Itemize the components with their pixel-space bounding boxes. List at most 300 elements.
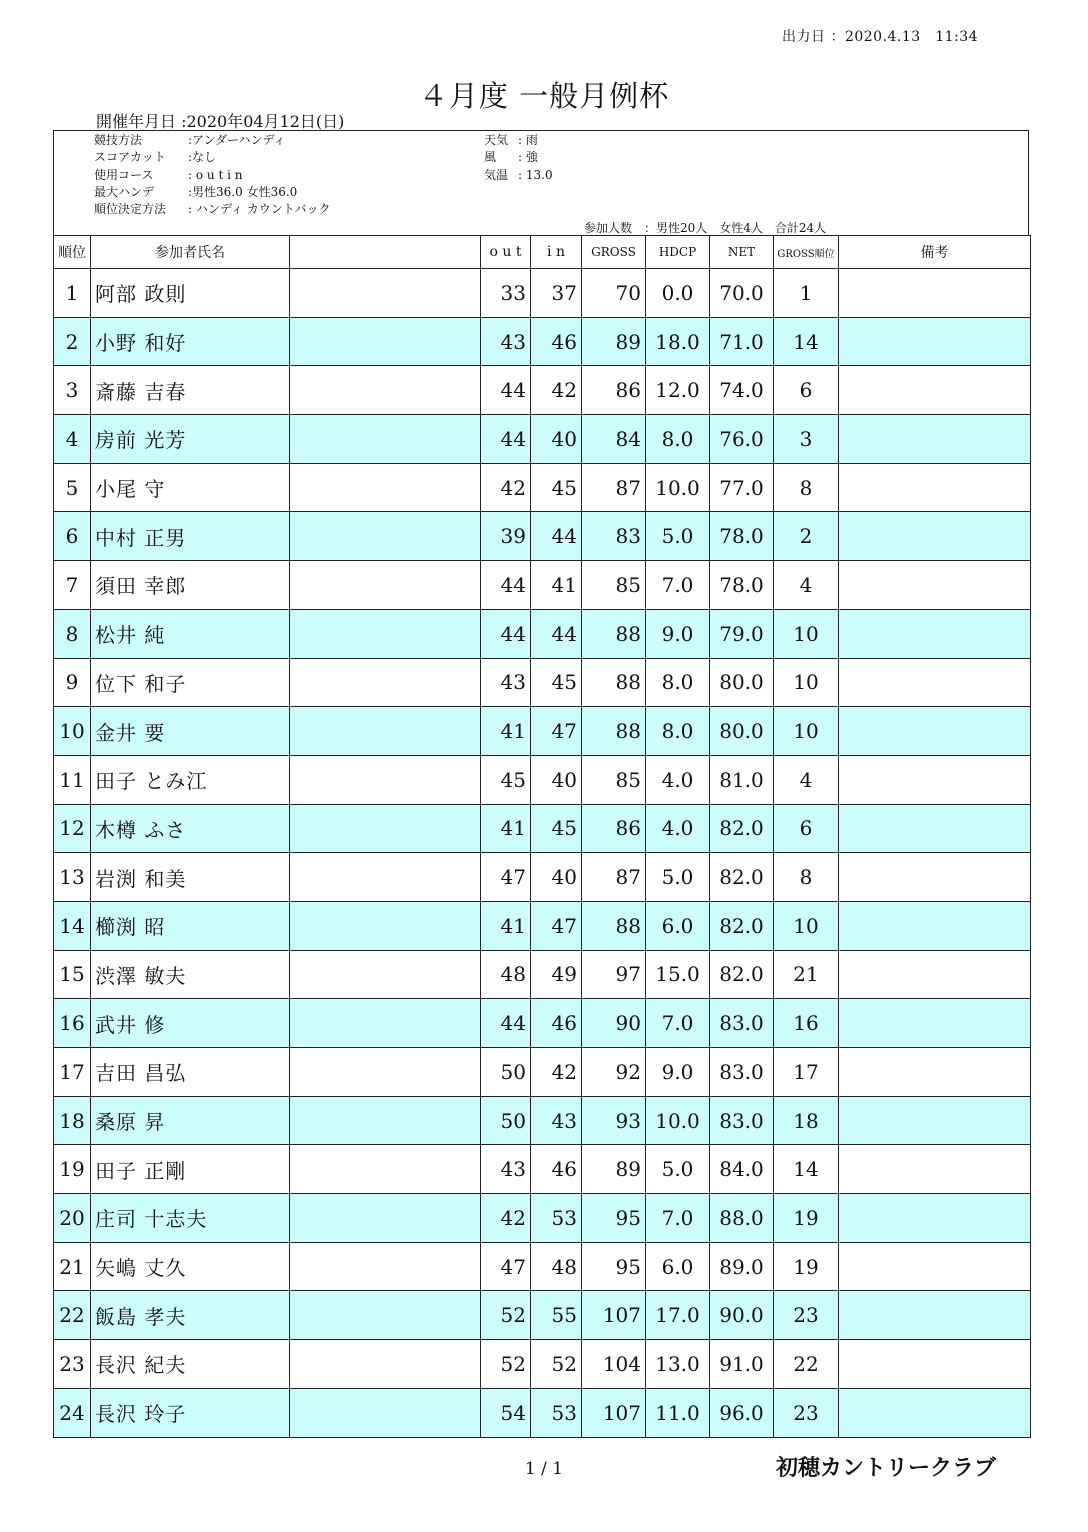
cell-name: 渋澤 敏夫 <box>91 950 290 999</box>
cell-blank <box>290 269 481 318</box>
cell-out: 41 <box>481 804 531 853</box>
table-row <box>54 901 1031 950</box>
cell-remarks <box>839 317 1031 366</box>
cell-gross: 87 <box>582 853 646 902</box>
cell-out: 44 <box>481 366 531 415</box>
info-label: 順位決定方法 <box>94 202 167 216</box>
cell-in: 53 <box>531 1194 582 1243</box>
cell-gross-rank: 1 <box>774 269 839 318</box>
table-row <box>54 1194 1031 1243</box>
results-body <box>54 269 1031 1438</box>
cell-rank: 12 <box>54 804 91 853</box>
cell-gross: 88 <box>582 609 646 658</box>
cell-name: 田子 とみ江 <box>91 755 290 804</box>
cell-gross: 89 <box>582 317 646 366</box>
cell-out: 45 <box>481 755 531 804</box>
info-ranking-method <box>94 202 330 216</box>
cell-in: 41 <box>531 561 582 610</box>
cell-gross: 104 <box>582 1340 646 1389</box>
cell-gross: 92 <box>582 1048 646 1097</box>
cell-gross: 93 <box>582 1096 646 1145</box>
cell-in: 40 <box>531 755 582 804</box>
cell-hdcp: 7.0 <box>646 999 710 1048</box>
cell-out: 54 <box>481 1388 531 1437</box>
cell-in: 40 <box>531 853 582 902</box>
cell-rank: 19 <box>54 1145 91 1194</box>
table-row <box>54 853 1031 902</box>
table-row <box>54 1048 1031 1097</box>
cell-remarks <box>839 561 1031 610</box>
cell-blank <box>290 1194 481 1243</box>
cell-net: 84.0 <box>710 1145 774 1194</box>
table-row <box>54 609 1031 658</box>
cell-out: 42 <box>481 463 531 512</box>
table-row <box>54 269 1031 318</box>
cell-hdcp: 5.0 <box>646 512 710 561</box>
cell-name: 櫛渕 昭 <box>91 901 290 950</box>
results-table <box>53 235 1031 1438</box>
cell-gross: 70 <box>582 269 646 318</box>
cell-in: 40 <box>531 415 582 464</box>
cell-out: 41 <box>481 707 531 756</box>
print-date: 出力日 ：2020.4.13 11:34 <box>782 29 979 45</box>
cell-net: 82.0 <box>710 950 774 999</box>
cell-gross: 95 <box>582 1194 646 1243</box>
table-row <box>54 658 1031 707</box>
cell-out: 47 <box>481 1242 531 1291</box>
cell-hdcp: 15.0 <box>646 950 710 999</box>
cell-in: 45 <box>531 804 582 853</box>
cell-out: 43 <box>481 1145 531 1194</box>
cell-out: 39 <box>481 512 531 561</box>
cell-net: 82.0 <box>710 853 774 902</box>
col-header-rank: 順位 <box>54 236 91 269</box>
cell-name: 桑原 昇 <box>91 1096 290 1145</box>
cell-gross-rank: 23 <box>774 1291 839 1340</box>
cell-out: 43 <box>481 317 531 366</box>
cell-hdcp: 10.0 <box>646 1096 710 1145</box>
cell-hdcp: 5.0 <box>646 1145 710 1194</box>
cell-gross-rank: 8 <box>774 853 839 902</box>
info-label: 競技方法 <box>94 133 143 147</box>
page-title: ４月度 一般月例杯 <box>418 79 670 113</box>
cell-in: 46 <box>531 1145 582 1194</box>
table-row <box>54 950 1031 999</box>
info-temperature <box>484 168 553 182</box>
info-weather <box>484 133 538 147</box>
cell-in: 48 <box>531 1242 582 1291</box>
cell-out: 42 <box>481 1194 531 1243</box>
cell-remarks <box>839 950 1031 999</box>
cell-rank: 3 <box>54 366 91 415</box>
cell-net: 77.0 <box>710 463 774 512</box>
cell-gross-rank: 10 <box>774 707 839 756</box>
col-header-in: i n <box>531 236 582 269</box>
cell-remarks <box>839 1291 1031 1340</box>
table-row <box>54 366 1031 415</box>
info-wind <box>484 150 538 164</box>
cell-net: 80.0 <box>710 707 774 756</box>
cell-rank: 20 <box>54 1194 91 1243</box>
cell-hdcp: 12.0 <box>646 366 710 415</box>
cell-blank <box>290 1048 481 1097</box>
table-row <box>54 415 1031 464</box>
table-row <box>54 512 1031 561</box>
cell-out: 52 <box>481 1340 531 1389</box>
cell-out: 50 <box>481 1096 531 1145</box>
cell-hdcp: 17.0 <box>646 1291 710 1340</box>
cell-remarks <box>839 658 1031 707</box>
cell-gross-rank: 6 <box>774 366 839 415</box>
info-value: : 13.0 <box>518 168 553 182</box>
cell-net: 74.0 <box>710 366 774 415</box>
cell-name: 房前 光芳 <box>91 415 290 464</box>
cell-name: 飯島 孝夫 <box>91 1291 290 1340</box>
cell-net: 79.0 <box>710 609 774 658</box>
page-number: 1 / 1 <box>524 1459 564 1479</box>
col-header-name: 参加者氏名 <box>91 236 290 269</box>
cell-blank <box>290 1340 481 1389</box>
cell-in: 55 <box>531 1291 582 1340</box>
cell-hdcp: 9.0 <box>646 1048 710 1097</box>
cell-net: 76.0 <box>710 415 774 464</box>
cell-net: 70.0 <box>710 269 774 318</box>
cell-net: 78.0 <box>710 512 774 561</box>
col-header-hdcp: HDCP <box>646 236 710 269</box>
cell-gross-rank: 2 <box>774 512 839 561</box>
cell-gross: 84 <box>582 415 646 464</box>
cell-gross: 90 <box>582 999 646 1048</box>
cell-rank: 1 <box>54 269 91 318</box>
info-score-cut <box>94 150 216 164</box>
cell-net: 82.0 <box>710 901 774 950</box>
cell-hdcp: 8.0 <box>646 707 710 756</box>
cell-gross: 88 <box>582 658 646 707</box>
table-row <box>54 1145 1031 1194</box>
info-value: :なし <box>188 150 217 164</box>
cell-gross: 88 <box>582 707 646 756</box>
col-header-gross: GROSS <box>582 236 646 269</box>
info-label: 最大ハンデ <box>94 185 155 199</box>
table-row <box>54 755 1031 804</box>
cell-blank <box>290 853 481 902</box>
cell-in: 46 <box>531 317 582 366</box>
cell-gross-rank: 19 <box>774 1194 839 1243</box>
table-row <box>54 1388 1031 1437</box>
cell-rank: 4 <box>54 415 91 464</box>
cell-out: 33 <box>481 269 531 318</box>
cell-net: 88.0 <box>710 1194 774 1243</box>
cell-net: 89.0 <box>710 1242 774 1291</box>
cell-blank <box>290 707 481 756</box>
cell-blank <box>290 755 481 804</box>
cell-remarks <box>839 1145 1031 1194</box>
info-course <box>94 168 242 182</box>
cell-name: 阿部 政則 <box>91 269 290 318</box>
cell-name: 松井 純 <box>91 609 290 658</box>
cell-rank: 18 <box>54 1096 91 1145</box>
info-label: 天気 <box>484 133 509 147</box>
cell-net: 90.0 <box>710 1291 774 1340</box>
cell-in: 42 <box>531 1048 582 1097</box>
cell-name: 金井 要 <box>91 707 290 756</box>
table-row <box>54 999 1031 1048</box>
cell-name: 庄司 十志夫 <box>91 1194 290 1243</box>
cell-gross-rank: 6 <box>774 804 839 853</box>
cell-blank <box>290 463 481 512</box>
cell-remarks <box>839 366 1031 415</box>
cell-hdcp: 18.0 <box>646 317 710 366</box>
cell-rank: 21 <box>54 1242 91 1291</box>
cell-remarks <box>839 901 1031 950</box>
cell-gross-rank: 4 <box>774 755 839 804</box>
cell-blank <box>290 317 481 366</box>
cell-remarks <box>839 1242 1031 1291</box>
cell-remarks <box>839 1194 1031 1243</box>
cell-net: 83.0 <box>710 1048 774 1097</box>
cell-gross: 85 <box>582 755 646 804</box>
cell-rank: 8 <box>54 609 91 658</box>
cell-blank <box>290 1242 481 1291</box>
cell-gross: 83 <box>582 512 646 561</box>
cell-name: 矢嶋 丈久 <box>91 1242 290 1291</box>
cell-hdcp: 6.0 <box>646 1242 710 1291</box>
cell-out: 44 <box>481 999 531 1048</box>
cell-out: 43 <box>481 658 531 707</box>
cell-rank: 10 <box>54 707 91 756</box>
club-name: 初穂カントリークラブ <box>776 1456 997 1481</box>
cell-name: 中村 正男 <box>91 512 290 561</box>
cell-gross-rank: 18 <box>774 1096 839 1145</box>
info-label: 使用コース <box>94 168 154 182</box>
cell-gross: 107 <box>582 1291 646 1340</box>
held-date: 開催年月日 :2020年04月12日(日) <box>96 112 345 131</box>
cell-gross-rank: 8 <box>774 463 839 512</box>
cell-hdcp: 13.0 <box>646 1340 710 1389</box>
cell-name: 木樽 ふさ <box>91 804 290 853</box>
cell-gross-rank: 14 <box>774 317 839 366</box>
cell-rank: 2 <box>54 317 91 366</box>
info-label: 風 <box>484 150 497 164</box>
cell-blank <box>290 999 481 1048</box>
cell-blank <box>290 512 481 561</box>
cell-gross: 89 <box>582 1145 646 1194</box>
cell-out: 44 <box>481 609 531 658</box>
cell-gross-rank: 19 <box>774 1242 839 1291</box>
cell-rank: 11 <box>54 755 91 804</box>
cell-net: 78.0 <box>710 561 774 610</box>
cell-gross: 88 <box>582 901 646 950</box>
cell-blank <box>290 1291 481 1340</box>
cell-hdcp: 10.0 <box>646 463 710 512</box>
cell-rank: 23 <box>54 1340 91 1389</box>
cell-remarks <box>839 1388 1031 1437</box>
cell-blank <box>290 1388 481 1437</box>
table-row <box>54 1291 1031 1340</box>
cell-hdcp: 9.0 <box>646 609 710 658</box>
cell-name: 岩渕 和美 <box>91 853 290 902</box>
cell-blank <box>290 901 481 950</box>
cell-in: 47 <box>531 901 582 950</box>
cell-rank: 24 <box>54 1388 91 1437</box>
cell-gross-rank: 22 <box>774 1340 839 1389</box>
cell-hdcp: 6.0 <box>646 901 710 950</box>
cell-remarks <box>839 755 1031 804</box>
cell-rank: 14 <box>54 901 91 950</box>
cell-in: 37 <box>531 269 582 318</box>
cell-blank <box>290 415 481 464</box>
cell-name: 斎藤 吉春 <box>91 366 290 415</box>
participant-count: 参加人数 ：男性20人 女性4人 合計24人 <box>584 221 827 235</box>
cell-net: 83.0 <box>710 999 774 1048</box>
cell-remarks <box>839 512 1031 561</box>
cell-rank: 6 <box>54 512 91 561</box>
cell-name: 武井 修 <box>91 999 290 1048</box>
cell-blank <box>290 1096 481 1145</box>
cell-remarks <box>839 999 1031 1048</box>
cell-out: 52 <box>481 1291 531 1340</box>
cell-in: 45 <box>531 658 582 707</box>
cell-out: 50 <box>481 1048 531 1097</box>
cell-remarks <box>839 415 1031 464</box>
col-header-remarks: 備考 <box>839 236 1031 269</box>
cell-blank <box>290 804 481 853</box>
cell-hdcp: 4.0 <box>646 755 710 804</box>
cell-name: 吉田 昌弘 <box>91 1048 290 1097</box>
cell-net: 96.0 <box>710 1388 774 1437</box>
cell-gross-rank: 21 <box>774 950 839 999</box>
cell-hdcp: 7.0 <box>646 561 710 610</box>
cell-gross: 87 <box>582 463 646 512</box>
cell-blank <box>290 561 481 610</box>
info-max-handicap <box>94 185 297 199</box>
cell-rank: 17 <box>54 1048 91 1097</box>
table-row <box>54 707 1031 756</box>
cell-gross: 95 <box>582 1242 646 1291</box>
col-header-gross-rank: GROSS順位 <box>774 236 839 269</box>
cell-rank: 5 <box>54 463 91 512</box>
cell-in: 46 <box>531 999 582 1048</box>
cell-rank: 13 <box>54 853 91 902</box>
cell-net: 91.0 <box>710 1340 774 1389</box>
cell-rank: 15 <box>54 950 91 999</box>
cell-gross-rank: 10 <box>774 609 839 658</box>
cell-gross-rank: 10 <box>774 901 839 950</box>
table-row <box>54 463 1031 512</box>
cell-gross-rank: 14 <box>774 1145 839 1194</box>
cell-name: 位下 和子 <box>91 658 290 707</box>
cell-blank <box>290 658 481 707</box>
cell-remarks <box>839 1340 1031 1389</box>
cell-name: 長沢 紀夫 <box>91 1340 290 1389</box>
cell-name: 小野 和好 <box>91 317 290 366</box>
cell-out: 44 <box>481 415 531 464</box>
cell-gross: 86 <box>582 366 646 415</box>
cell-rank: 7 <box>54 561 91 610</box>
cell-net: 81.0 <box>710 755 774 804</box>
cell-hdcp: 8.0 <box>646 415 710 464</box>
cell-remarks <box>839 1096 1031 1145</box>
info-label: スコアカット <box>94 150 166 164</box>
cell-gross: 107 <box>582 1388 646 1437</box>
table-row <box>54 561 1031 610</box>
cell-in: 45 <box>531 463 582 512</box>
table-row <box>54 1242 1031 1291</box>
cell-gross-rank: 10 <box>774 658 839 707</box>
cell-in: 47 <box>531 707 582 756</box>
cell-in: 52 <box>531 1340 582 1389</box>
cell-remarks <box>839 804 1031 853</box>
cell-hdcp: 0.0 <box>646 269 710 318</box>
cell-gross-rank: 23 <box>774 1388 839 1437</box>
cell-remarks <box>839 707 1031 756</box>
info-value: : ハンディ カウントバック <box>188 202 331 216</box>
cell-blank <box>290 366 481 415</box>
cell-blank <box>290 609 481 658</box>
info-value: : o u t i n <box>188 168 243 182</box>
col-header-net: NET <box>710 236 774 269</box>
cell-out: 44 <box>481 561 531 610</box>
cell-name: 須田 幸郎 <box>91 561 290 610</box>
cell-out: 48 <box>481 950 531 999</box>
cell-blank <box>290 1145 481 1194</box>
cell-out: 41 <box>481 901 531 950</box>
cell-in: 44 <box>531 512 582 561</box>
cell-gross: 97 <box>582 950 646 999</box>
cell-gross: 86 <box>582 804 646 853</box>
table-row <box>54 1340 1031 1389</box>
cell-remarks <box>839 1048 1031 1097</box>
cell-hdcp: 7.0 <box>646 1194 710 1243</box>
info-value: : 雨 <box>518 133 538 147</box>
info-value: :アンダーハンディ <box>188 133 286 147</box>
info-value: : 強 <box>518 150 538 164</box>
cell-hdcp: 8.0 <box>646 658 710 707</box>
cell-in: 53 <box>531 1388 582 1437</box>
cell-rank: 16 <box>54 999 91 1048</box>
cell-net: 83.0 <box>710 1096 774 1145</box>
cell-gross: 85 <box>582 561 646 610</box>
cell-in: 44 <box>531 609 582 658</box>
col-header-out: o u t <box>481 236 531 269</box>
cell-in: 43 <box>531 1096 582 1145</box>
cell-net: 80.0 <box>710 658 774 707</box>
cell-hdcp: 11.0 <box>646 1388 710 1437</box>
cell-hdcp: 5.0 <box>646 853 710 902</box>
table-row <box>54 317 1031 366</box>
cell-name: 長沢 玲子 <box>91 1388 290 1437</box>
table-row <box>54 804 1031 853</box>
cell-net: 71.0 <box>710 317 774 366</box>
info-value: :男性36.0 女性36.0 <box>188 185 298 199</box>
cell-gross-rank: 17 <box>774 1048 839 1097</box>
cell-name: 田子 正剛 <box>91 1145 290 1194</box>
table-row <box>54 1096 1031 1145</box>
cell-net: 82.0 <box>710 804 774 853</box>
cell-blank <box>290 950 481 999</box>
cell-rank: 22 <box>54 1291 91 1340</box>
cell-gross-rank: 16 <box>774 999 839 1048</box>
cell-remarks <box>839 609 1031 658</box>
info-label: 気温 <box>484 168 509 182</box>
cell-name: 小尾 守 <box>91 463 290 512</box>
cell-remarks <box>839 269 1031 318</box>
cell-out: 47 <box>481 853 531 902</box>
cell-gross-rank: 4 <box>774 561 839 610</box>
competition-info-box <box>53 130 1029 235</box>
cell-hdcp: 4.0 <box>646 804 710 853</box>
cell-remarks <box>839 853 1031 902</box>
